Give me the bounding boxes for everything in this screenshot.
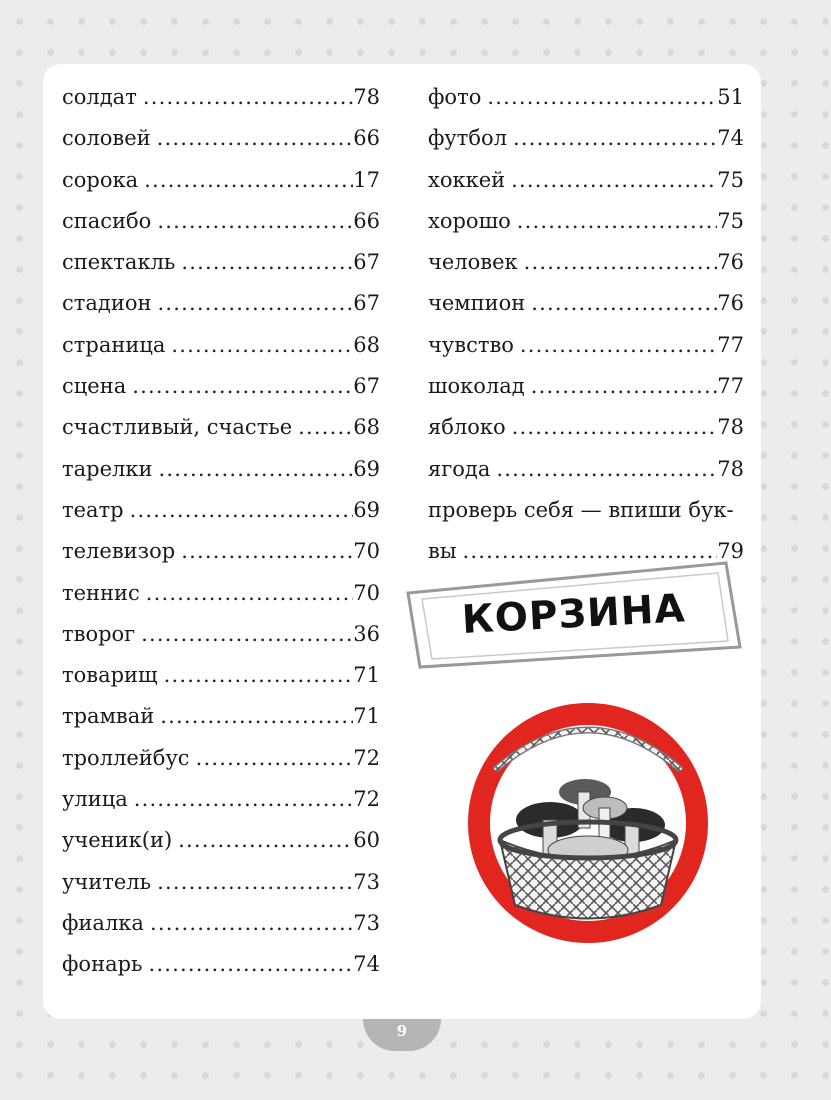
entry-word: футбол [428, 126, 508, 151]
dot-leader [157, 283, 353, 324]
index-entry-line1: проверь себя — впиши бук- [428, 497, 734, 522]
entry-word: хорошо [428, 208, 511, 233]
index-entry [62, 160, 380, 201]
entry-word: телевизор [62, 539, 176, 564]
dot-leader [181, 242, 353, 283]
dot-leader [146, 573, 353, 614]
index-entry [428, 242, 744, 283]
page-number: 9 [396, 1022, 408, 1040]
entry-word: человек [428, 250, 518, 275]
entry-page: 51 [717, 85, 744, 109]
entry-word: спасибо [62, 208, 152, 233]
entry-word: стадион [62, 291, 152, 316]
index-entry [62, 779, 380, 820]
index-entry [62, 655, 380, 696]
entry-page: 70 [353, 580, 380, 605]
entry-page: 75 [717, 208, 744, 233]
entry-word: спектакль [62, 250, 176, 275]
entry-page: 66 [353, 126, 380, 151]
dot-leader [144, 160, 353, 201]
index-entry [62, 118, 380, 159]
entry-page: 78 [353, 85, 380, 109]
dot-leader [531, 283, 717, 324]
entry-page: 72 [353, 745, 380, 770]
dot-leader [150, 903, 353, 944]
entry-page: 36 [353, 621, 380, 646]
entry-page: 68 [353, 332, 380, 357]
dot-leader [134, 779, 354, 820]
index-entry [428, 283, 744, 324]
entry-word: фонарь [62, 952, 143, 977]
index-entry [62, 77, 380, 118]
entry-page: 67 [353, 250, 380, 275]
index-entry [428, 325, 744, 366]
index-entry [428, 201, 744, 242]
entry-word: ученик(и) [62, 828, 173, 853]
entry-word: соловей [62, 126, 151, 151]
entry-word: сцена [62, 374, 127, 399]
index-entry [428, 160, 744, 201]
index-entry [62, 325, 380, 366]
entry-word: чувство [428, 332, 514, 357]
dot-leader [132, 366, 353, 407]
index-entry [428, 407, 744, 448]
entry-page: 67 [353, 374, 380, 399]
entry-word: вы [428, 539, 457, 564]
entry-word: учитель [62, 869, 152, 894]
index-column-right [428, 77, 744, 573]
index-entry [62, 283, 380, 324]
dot-leader [141, 614, 353, 655]
entry-word: троллейбус [62, 745, 190, 770]
entry-word: страница [62, 332, 166, 357]
entry-word: солдат [62, 85, 137, 109]
entry-word: товарищ [62, 663, 158, 688]
entry-page: 66 [353, 208, 380, 233]
entry-word: трамвай [62, 704, 155, 729]
dot-leader [157, 862, 353, 903]
index-entry [62, 449, 380, 490]
index-entry [428, 77, 744, 118]
entry-page: 76 [717, 291, 744, 316]
banner-title: КОРЗИНА [460, 586, 687, 643]
dot-leader [517, 201, 718, 242]
entry-page: 77 [717, 332, 744, 357]
entry-page: 69 [353, 456, 380, 481]
entry-page: 70 [353, 539, 380, 564]
dot-leader [148, 944, 353, 985]
entry-page: 78 [717, 415, 744, 440]
entry-word: ягода [428, 456, 491, 481]
entry-word: улица [62, 787, 128, 812]
entry-word: чемпион [428, 291, 526, 316]
entry-word: счастливый, счастье [62, 415, 293, 440]
entry-page: 71 [353, 663, 380, 688]
dot-leader [157, 201, 353, 242]
entry-page: 69 [353, 497, 380, 522]
index-entry [62, 531, 380, 572]
basket-of-mushrooms-icon [465, 700, 711, 946]
index-entry [62, 201, 380, 242]
dot-leader [520, 325, 717, 366]
index-entry [428, 366, 744, 407]
index-entry [62, 573, 380, 614]
entry-page: 74 [353, 952, 380, 977]
entry-page: 73 [353, 910, 380, 935]
entry-word: тарелки [62, 456, 153, 481]
dot-leader [513, 118, 717, 159]
dot-leader [531, 366, 718, 407]
dot-leader [164, 655, 354, 696]
entry-page: 75 [717, 167, 744, 192]
index-entry [62, 696, 380, 737]
dot-leader [171, 325, 353, 366]
index-entry [62, 407, 380, 448]
entry-page: 76 [717, 250, 744, 275]
index-entry [62, 820, 380, 861]
entry-word: творог [62, 621, 136, 646]
index-entry [62, 738, 380, 779]
entry-page: 68 [353, 415, 380, 440]
dot-leader [511, 160, 717, 201]
dot-leader [143, 77, 353, 118]
entry-page: 77 [717, 374, 744, 399]
dot-leader [496, 449, 717, 490]
entry-page: 17 [353, 167, 380, 192]
entry-word: хоккей [428, 167, 506, 192]
entry-page: 71 [353, 704, 380, 729]
dot-leader [181, 531, 353, 572]
dot-leader [487, 77, 717, 118]
index-entry [62, 903, 380, 944]
entry-page: 79 [717, 539, 744, 564]
dot-leader [196, 738, 354, 779]
entry-word: сорока [62, 167, 139, 192]
entry-word: теннис [62, 580, 140, 605]
dot-leader [512, 407, 718, 448]
entry-page: 72 [353, 787, 380, 812]
index-entry [62, 490, 380, 531]
entry-page: 67 [353, 291, 380, 316]
entry-word: фото [428, 85, 482, 109]
dot-leader [158, 449, 353, 490]
entry-word: шоколад [428, 374, 525, 399]
entry-page: 60 [353, 828, 380, 853]
index-column-left [62, 77, 380, 986]
dot-leader [157, 118, 354, 159]
index-entry [62, 944, 380, 985]
dot-leader [130, 490, 354, 531]
entry-word: фиалка [62, 910, 144, 935]
index-entry [62, 242, 380, 283]
index-entry [62, 614, 380, 655]
index-entry [62, 862, 380, 903]
index-entry [62, 366, 380, 407]
dot-leader [298, 407, 353, 448]
index-entry [428, 118, 744, 159]
entry-page: 73 [353, 869, 380, 894]
index-entry [428, 449, 744, 490]
dot-leader [178, 820, 353, 861]
entry-word: театр [62, 497, 124, 522]
entry-word: яблоко [428, 415, 506, 440]
entry-page: 74 [717, 126, 744, 151]
dot-leader [524, 242, 718, 283]
dot-leader [160, 696, 353, 737]
entry-page: 78 [717, 456, 744, 481]
